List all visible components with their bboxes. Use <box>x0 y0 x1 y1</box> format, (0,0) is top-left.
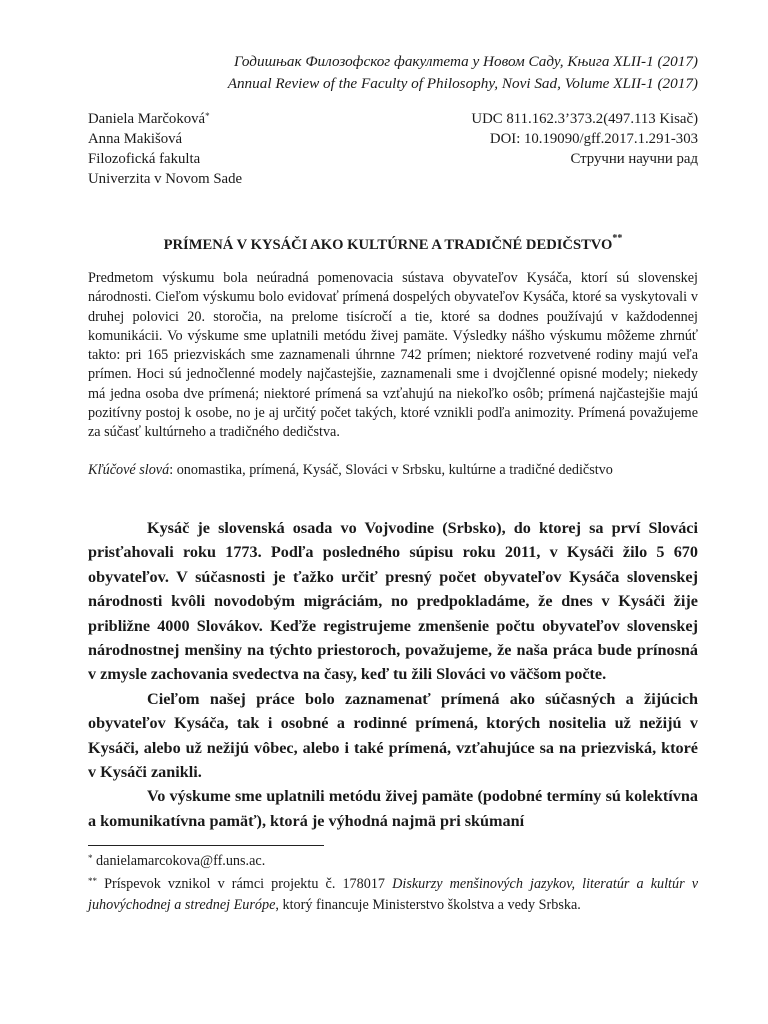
body-text <box>88 516 698 833</box>
title-footnote-mark: ** <box>612 233 623 244</box>
author-block <box>88 109 242 189</box>
keywords-label: Kľúčové slová <box>88 462 170 478</box>
article-type: Стручни научни рад <box>570 151 698 167</box>
journal-header-serbian: Годишњак Филозофског факултета у Новом Саду, Књига XLII-1 (2017) <box>234 53 698 70</box>
footnote-2 <box>88 874 698 916</box>
abstract: Predmetom výskumu bola neúradná pomenovacia sústava obyvateľov Kysáča, ktorí sú slovenskej národnosti. Cieľom výskumu bolo evidovať prímená dospelých obyvateľov Kysáča, ktoré sa vyskytovali v druhej polovici 20. storočia, na prelome tisícročí a tie, ktoré sa dodnes používajú v každodennej komunikácii. Vo výskume sme uplatnili metódu živej pamäte. Výsledky nášho výskumu môžeme zhrnúť takto: pri 165 priezviskách sme zaznamenali úhrnne 742 prímen; niektoré rozvetvené rodiny majú veľa prímen. Hoci sú jednočlenné modely najčastejšie, zaznamenali sme i dvojčlenné opisné modely; niekedy má jedna osoba dve prímená; niektoré prímená sa vzťahujú na niekoľko osôb; prímená najčastejšie majú pozitívny postoj k osobe, no je aj určitý počet takých, ktoré vznikli podľa animozity. Prímená považujeme za súčasť kultúrneho a tradičného dedičstva. <box>88 270 698 441</box>
article-meta <box>471 109 698 169</box>
footnote-1 <box>88 851 698 872</box>
journal-header-english: Annual Review of the Faculty of Philosophy, Novi Sad, Volume XLII-1 (2017) <box>227 75 698 92</box>
article-title <box>88 231 698 255</box>
title-text: PRÍMENÁ V KYSÁČI AKO KULTÚRNE A TRADIČNÉ DEDIČSTVO <box>163 236 613 253</box>
paragraph: Kysáč je slovenská osada vo Vojvodine (Srbsko), do ktorej sa prví Slováci prisťahovali roku 1773. Podľa posledného súpisu roku 2011, v Kysáči žilo 5 670 obyvateľov. V súčasnosti je ťažko určiť presný počet obyvateľov Kysáča slovenskej národnosti kvôli novodobým migráciám, no predpokladáme, že dnes v Kysáči žije približne 4000 Slovákov. Keďže registrujeme zmenšenie počtu obyvateľov slovenskej národnostnej menšiny na týchto priestoroch, považujeme, že naša práca bude prínosná v zmysle zachovania svedectva na časy, keď tu žili Slováci vo väčšom počte. <box>88 519 698 684</box>
footnote-mark: ** <box>88 876 97 886</box>
affiliation-faculty: Filozofická fakulta <box>88 151 201 167</box>
footnote-text: , ktorý financuje Ministerstvo školstva a vedy Srbska. <box>275 897 581 913</box>
footnote-mark: * <box>88 853 93 863</box>
author-name <box>88 109 242 129</box>
author-1: Daniela Marčoková <box>88 111 206 127</box>
udc-code: UDC 811.162.3’373.2(497.113 Kisač) <box>471 111 698 127</box>
affiliation-university: Univerzita v Novom Sade <box>88 171 243 187</box>
paragraph: Cieľom našej práce bolo zaznamenať prímená ako súčasných a žijúcich obyvateľov Kysáča, tak i osobné a rodinné prímená, ktorých nositelia už nežijú v Kysáči, alebo už nežijú vôbec, alebo i také prímená, vzťahujúce sa na priezviská, ktoré v Kysáči zanikli. <box>88 689 698 782</box>
footnote-divider <box>88 845 324 846</box>
footnote-mark: * <box>205 111 210 121</box>
paragraph: Vo výskume sme uplatnili metódu živej pamäte (podobné termíny sú kolektívna a komunikatívna pamäť), ktorá je výhodná najmä pri skúmaní <box>88 787 698 830</box>
keywords <box>88 461 698 480</box>
doi: DOI: 10.19090/gff.2017.1.291-303 <box>489 131 698 147</box>
keywords-text: : onomastika, prímená, Kysáč, Slováci v Srbsku, kultúrne a tradičné dedičstvo <box>169 462 613 478</box>
author-2: Anna Makišová <box>88 131 183 147</box>
project-title: Diskurzy menšinových jazykov, literatúr a kultúr v juhovýchodnej a strednej Európe <box>88 876 698 913</box>
footnote-text: Príspevok vznikol v rámci projektu č. 178017 <box>97 876 393 892</box>
author-email[interactable]: danielamarcokova@ff.uns.ac. <box>92 853 266 869</box>
